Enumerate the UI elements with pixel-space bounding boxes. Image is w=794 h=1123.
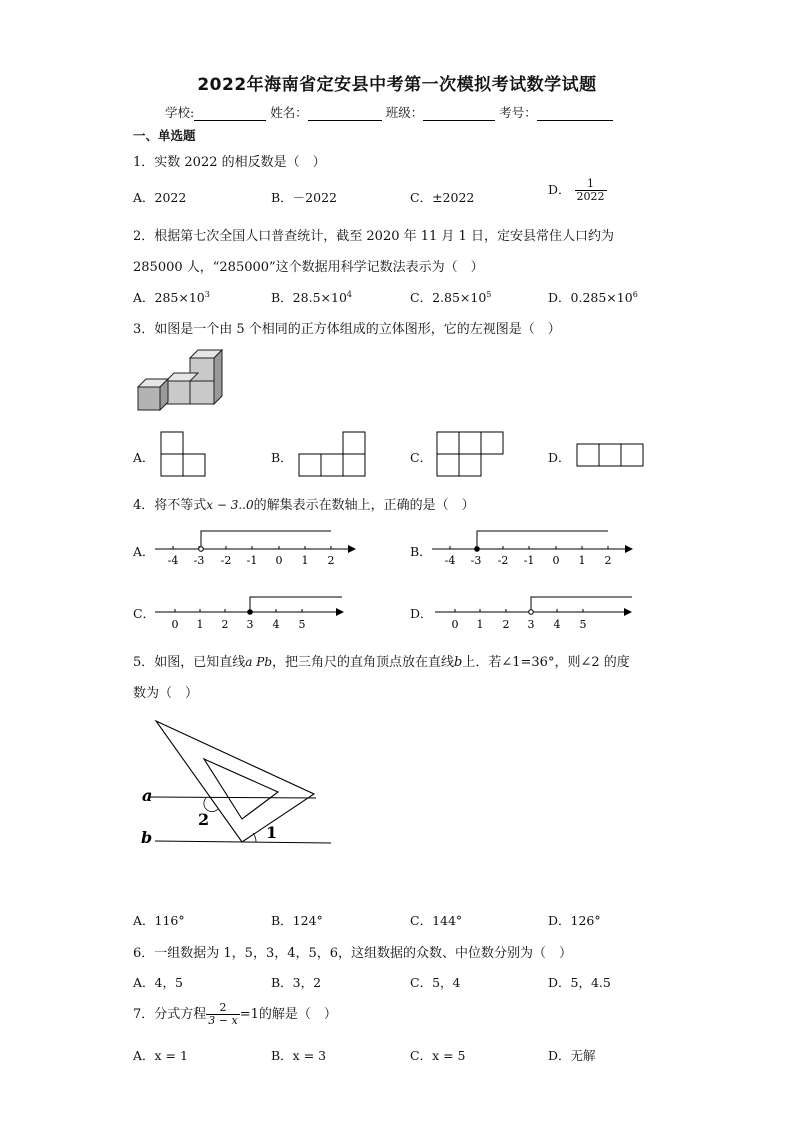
q6-option-a[interactable]: A．4，5 — [133, 975, 183, 990]
student-info-line — [165, 103, 613, 121]
q5-option-c[interactable]: C．144° — [410, 913, 463, 928]
fraction-denominator: 3 − x — [208, 1014, 238, 1027]
q4-inequality: x − 3..0 — [206, 498, 254, 512]
tick-label: 5 — [298, 618, 306, 631]
tick-label: 2 — [502, 618, 510, 631]
exam-no-label: 考号： — [499, 105, 537, 120]
exam-no-blank[interactable] — [537, 108, 613, 121]
fraction — [206, 1002, 239, 1027]
tick-label: 1 — [301, 554, 309, 567]
q5-option-a[interactable]: A．116° — [133, 913, 185, 928]
tick-label: 2 — [604, 554, 612, 567]
class-label: 班级： — [385, 105, 424, 120]
q2-b-exponent: 4 — [346, 289, 352, 299]
tick-label: 0 — [552, 554, 560, 567]
q4-option-c-label[interactable]: C． — [133, 606, 156, 621]
q3-option-a-label[interactable]: A． — [133, 450, 155, 465]
tick-label: 0 — [171, 618, 179, 631]
angle-2-label: 2 — [198, 810, 210, 829]
q5-option-b[interactable]: B．124° — [271, 913, 323, 928]
q7-option-d[interactable]: D．无解 — [548, 1048, 596, 1063]
q5-line-b: b — [454, 655, 463, 670]
tick-label: -4 — [167, 554, 179, 567]
q3-option-a-figure[interactable] — [160, 431, 208, 479]
name-label: 姓名： — [270, 105, 308, 120]
angle-1-label: 1 — [266, 823, 278, 842]
q2-option-c[interactable] — [410, 288, 491, 306]
fraction-denominator: 2022 — [576, 190, 605, 203]
fraction-numerator: 2 — [206, 1002, 239, 1015]
q4-option-d-number-line[interactable] — [430, 590, 640, 634]
question-2-stem-line2: 285000 人，“285000”这个数据用科学记数法表示为（ ） — [133, 260, 484, 275]
q1-option-b[interactable]: B．－2022 — [271, 190, 337, 205]
q2-d-base: D．0.285×10 — [548, 290, 633, 305]
school-label: 学校: — [165, 105, 195, 120]
class-blank[interactable] — [423, 108, 495, 121]
q2-option-d[interactable] — [548, 288, 638, 306]
q3-option-d-figure[interactable] — [576, 443, 648, 469]
q5-text-2: ，把三角尺的直角顶点放在直线 — [272, 655, 455, 670]
question-6-stem: 6．一组数据为 1，5，3，4，5，6，这组数据的众数、中位数分别为（ ） — [133, 946, 573, 961]
q2-a-exponent: 3 — [204, 289, 210, 299]
q1-option-c[interactable]: C．±2022 — [410, 190, 475, 205]
q1-option-d-label: D． — [548, 182, 571, 197]
q4-stem-before: 4．将不等式 — [133, 498, 207, 513]
q7-stem-before: 7．分式方程 — [133, 1007, 207, 1022]
tick-label: 0 — [451, 618, 459, 631]
q2-option-b[interactable] — [271, 288, 352, 306]
tick-label: -2 — [497, 554, 509, 567]
q4-option-a-label[interactable]: A． — [133, 544, 155, 559]
q1-option-a[interactable]: A．2022 — [133, 190, 187, 205]
q6-option-d[interactable]: D．5，4.5 — [548, 975, 611, 990]
q4-option-a-number-line[interactable] — [150, 527, 362, 571]
tick-label: 2 — [327, 554, 335, 567]
q4-option-d-label[interactable]: D． — [410, 606, 433, 621]
q7-option-a[interactable]: A．x = 1 — [133, 1048, 188, 1063]
fraction — [575, 178, 607, 203]
page-title: 2022年海南省定安县中考第一次模拟考试数学试题 — [197, 75, 597, 95]
line-a-label: a — [142, 786, 153, 805]
question-2-stem-line1: 2．根据第七次全国人口普查统计，截至 2020 年 11 月 1 日，定安县常住人口约为 — [133, 229, 614, 244]
q3-option-b-figure[interactable] — [298, 431, 370, 479]
q3-option-c-label[interactable]: C． — [410, 450, 433, 465]
tick-label: 1 — [476, 618, 484, 631]
q2-c-base: C．2.85×10 — [410, 290, 487, 305]
q5-text-1: 5．如图，已知直线 — [133, 655, 246, 670]
tick-label: -3 — [193, 554, 205, 567]
tick-label: 5 — [579, 618, 587, 631]
tick-label: -1 — [246, 554, 258, 567]
tick-label: 4 — [553, 618, 561, 631]
q2-d-exponent: 6 — [632, 289, 638, 299]
tick-label: -3 — [470, 554, 482, 567]
q5-triangle-figure — [138, 712, 338, 852]
tick-label: 1 — [578, 554, 586, 567]
tick-label: 3 — [527, 618, 535, 631]
tick-label: 0 — [275, 554, 283, 567]
q3-option-b-label[interactable]: B． — [271, 450, 293, 465]
q4-stem-after: 的解集表示在数轴上，正确的是（ ） — [253, 498, 475, 513]
q7-option-c[interactable]: C．x = 5 — [410, 1048, 466, 1063]
fraction-numerator: 1 — [575, 178, 607, 191]
tick-label: 3 — [246, 618, 254, 631]
name-blank[interactable] — [308, 108, 382, 121]
tick-label: -1 — [523, 554, 535, 567]
question-1-stem: 1．实数 2022 的相反数是（ ） — [133, 155, 326, 170]
question-3-stem: 3．如图是一个由 5 个相同的正方体组成的立体图形，它的左视图是（ ） — [133, 322, 561, 337]
tick-label: 4 — [272, 618, 280, 631]
q2-b-base: B．28.5×10 — [271, 290, 347, 305]
q5-option-d[interactable]: D．126° — [548, 913, 601, 928]
q7-stem-after: =1的解是（ ） — [239, 1007, 337, 1022]
q4-option-b-label[interactable]: B． — [410, 544, 432, 559]
cube-solid-figure — [132, 346, 228, 416]
question-5-stem-line2: 数为（ ） — [133, 686, 199, 701]
tick-label: -2 — [220, 554, 232, 567]
q3-option-c-figure[interactable] — [436, 431, 508, 479]
q6-option-b[interactable]: B．3，2 — [271, 975, 322, 990]
question-4-stem — [133, 494, 475, 513]
tick-label: -4 — [444, 554, 456, 567]
q1-option-d[interactable] — [548, 178, 607, 203]
q2-c-exponent: 5 — [486, 289, 492, 299]
q2-option-a[interactable] — [133, 288, 210, 306]
school-blank[interactable] — [194, 108, 266, 121]
section-heading: 一、单选题 — [133, 128, 196, 143]
tick-label: 2 — [221, 618, 229, 631]
line-b-label: b — [141, 828, 153, 847]
question-5-stem-line1 — [133, 651, 630, 670]
tick-label: 1 — [196, 618, 204, 631]
q7-option-b[interactable]: B．x = 3 — [271, 1048, 327, 1063]
q4-option-c-number-line[interactable] — [150, 590, 350, 634]
q5-parallel-expr: a Pb — [245, 655, 273, 669]
q5-text-3: 上．若∠1=36°，则∠2 的度 — [462, 655, 630, 670]
q2-a-base: A．285×10 — [133, 290, 205, 305]
question-7-stem — [133, 1002, 337, 1027]
q6-option-c[interactable]: C．5，4 — [410, 975, 461, 990]
q3-option-d-label[interactable]: D． — [548, 450, 571, 465]
q4-option-b-number-line[interactable] — [427, 527, 639, 571]
